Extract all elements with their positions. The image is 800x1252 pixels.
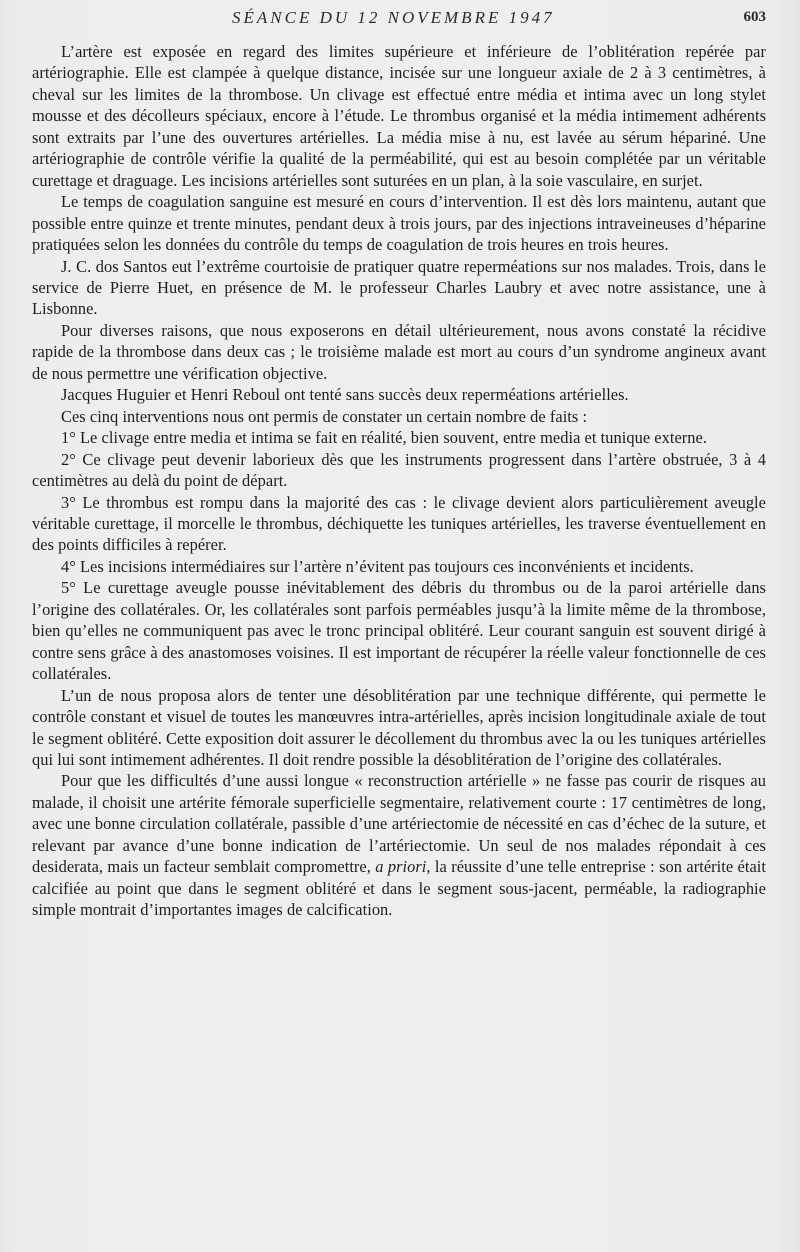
- paragraph-coagulation: Le temps de coagulation sanguine est mesuré en cours d’intervention. Il est dès lors maintenu, autant que possible entre quinze et trente minutes, pendant deux à trois jours, par des injections intraveineuses d’héparine pratiquées selon les données du contrôle du temps de coagulation de trois heures en trois heures.: [32, 192, 766, 255]
- running-head: SÉANCE DU 12 NOVEMBRE 1947: [232, 8, 555, 27]
- paragraph-technique: L’artère est exposée en regard des limites supérieure et inférieure de l’oblitération repérée par artériographie. Elle est clampée à quelque distance, incisée sur une longueur axiale de 2 à 3 centimètres, à cheval sur les limites de la thrombose. Un clivage est effectué entre média et intima avec un long stylet mousse et des décolleurs spéciaux, encore à l’étude. Le thrombus organisé et la média intimement adhérents sont extraits par l’une des ouvertures artérielles. La média mise à nu, est lavée au sérum hépariné. Une artériographie de contrôle vérifie la qualité de la perméabilité, qui est au besoin complétée par un véritable curettage et draguage. Les incisions artérielles sont suturées en un plan, à la soie vasculaire, en surjet.: [32, 42, 766, 190]
- list-item-5: 5° Le curettage aveugle pousse inévitablement des débris du thrombus ou de la paroi artérielle dans l’origine des collatérales. Or, les collatérales sont parfois perméables jusqu’à la limite même de la thrombose, bien qu’elles ne communiquent pas avec le tronc principal oblitéré. Leur courant sanguin est souvent dirigé à contre sens grâce à des anastomoses voisines. Il est important de récupérer la réelle valeur fonctionnelle de ces collatérales.: [32, 578, 766, 684]
- list-item-3: 3° Le thrombus est rompu dans la majorité des cas : le clivage devient alors particulièrement aveugle véritable curettage, il morcelle le thrombus, déchiquette les tuniques artérielles, les traverse éventuellement en des points difficiles à repérer.: [32, 492, 766, 555]
- paragraph-dos-santos: J. C. dos Santos eut l’extrême courtoisie de pratiquer quatre reperméations sur nos malades. Trois, dans le service de Pierre Huet, en présence de M. le professeur Charles Laubry et avec notre assistance, une à Lisbonne.: [32, 256, 766, 319]
- body-text: [32, 41, 766, 921]
- list-item-4: 4° Les incisions intermédiaires sur l’artère n’évitent pas toujours ces inconvénients et incidents.: [61, 556, 694, 576]
- page-number: 603: [743, 9, 766, 25]
- paragraph-desobliteration: L’un de nous proposa alors de tenter une désoblitération par une technique différente, qui permette le contrôle constant et visuel de toutes les manœuvres intra-artérielles, après incision longitudinale axiale de tout le segment oblitéré. Cette exposition doit assurer le décollement du thrombus avec la ou les tuniques artérielles qui lui sont intimement adhérentes. Il doit rendre possible la désoblitération de l’origine des collatérales.: [32, 685, 766, 769]
- paragraph-cas-clinique: [32, 770, 766, 920]
- italic-phrase: a priori: [375, 857, 427, 877]
- text-segment: , la réussite d’une telle entreprise : son artérite était calcifiée au point que dans le segment oblitéré et dans le segment sous-jacent, perméable, la radiographie simple montrait d’importantes images de calcification.: [32, 857, 767, 920]
- paragraph-huguier-reboul: Jacques Huguier et Henri Reboul ont tenté sans succès deux reperméations artérielles.: [61, 385, 629, 405]
- list-item-2: 2° Ce clivage peut devenir laborieux dès que les instruments progressent dans l’artère obstruée, 3 à 4 centimètres au delà du point de départ.: [32, 449, 766, 491]
- paragraph-constatations: Ces cinq interventions nous ont permis de constater un certain nombre de faits :: [61, 406, 588, 426]
- list-item-1: 1° Le clivage entre media et intima se fait en réalité, bien souvent, entre media et tunique externe.: [61, 428, 708, 448]
- paragraph-recidive: Pour diverses raisons, que nous exposerons en détail ultérieurement, nous avons constaté la récidive rapide de la thrombose dans deux cas ; le troisième malade est mort au cours d’un syndrome angineux avant de nous permettre une vérification objective.: [32, 320, 766, 383]
- page-header: [32, 8, 766, 32]
- text-segment: Pour que les difficultés d’une aussi longue « reconstruction artérielle » ne fasse pas courir de risques au malade, il choisit une artérite fémorale superficielle segmentaire, relativement courte : 17 centimètres de long, avec une bonne circulation collatérale, passible d’une artériectomie de nécessité en cas d’échec de la suture, et relevant par avance d’une bonne indication de l’artériectomie. Un seul de nos malades répondait à ces desiderata, mais un facteur semblait compromettre,: [32, 771, 766, 877]
